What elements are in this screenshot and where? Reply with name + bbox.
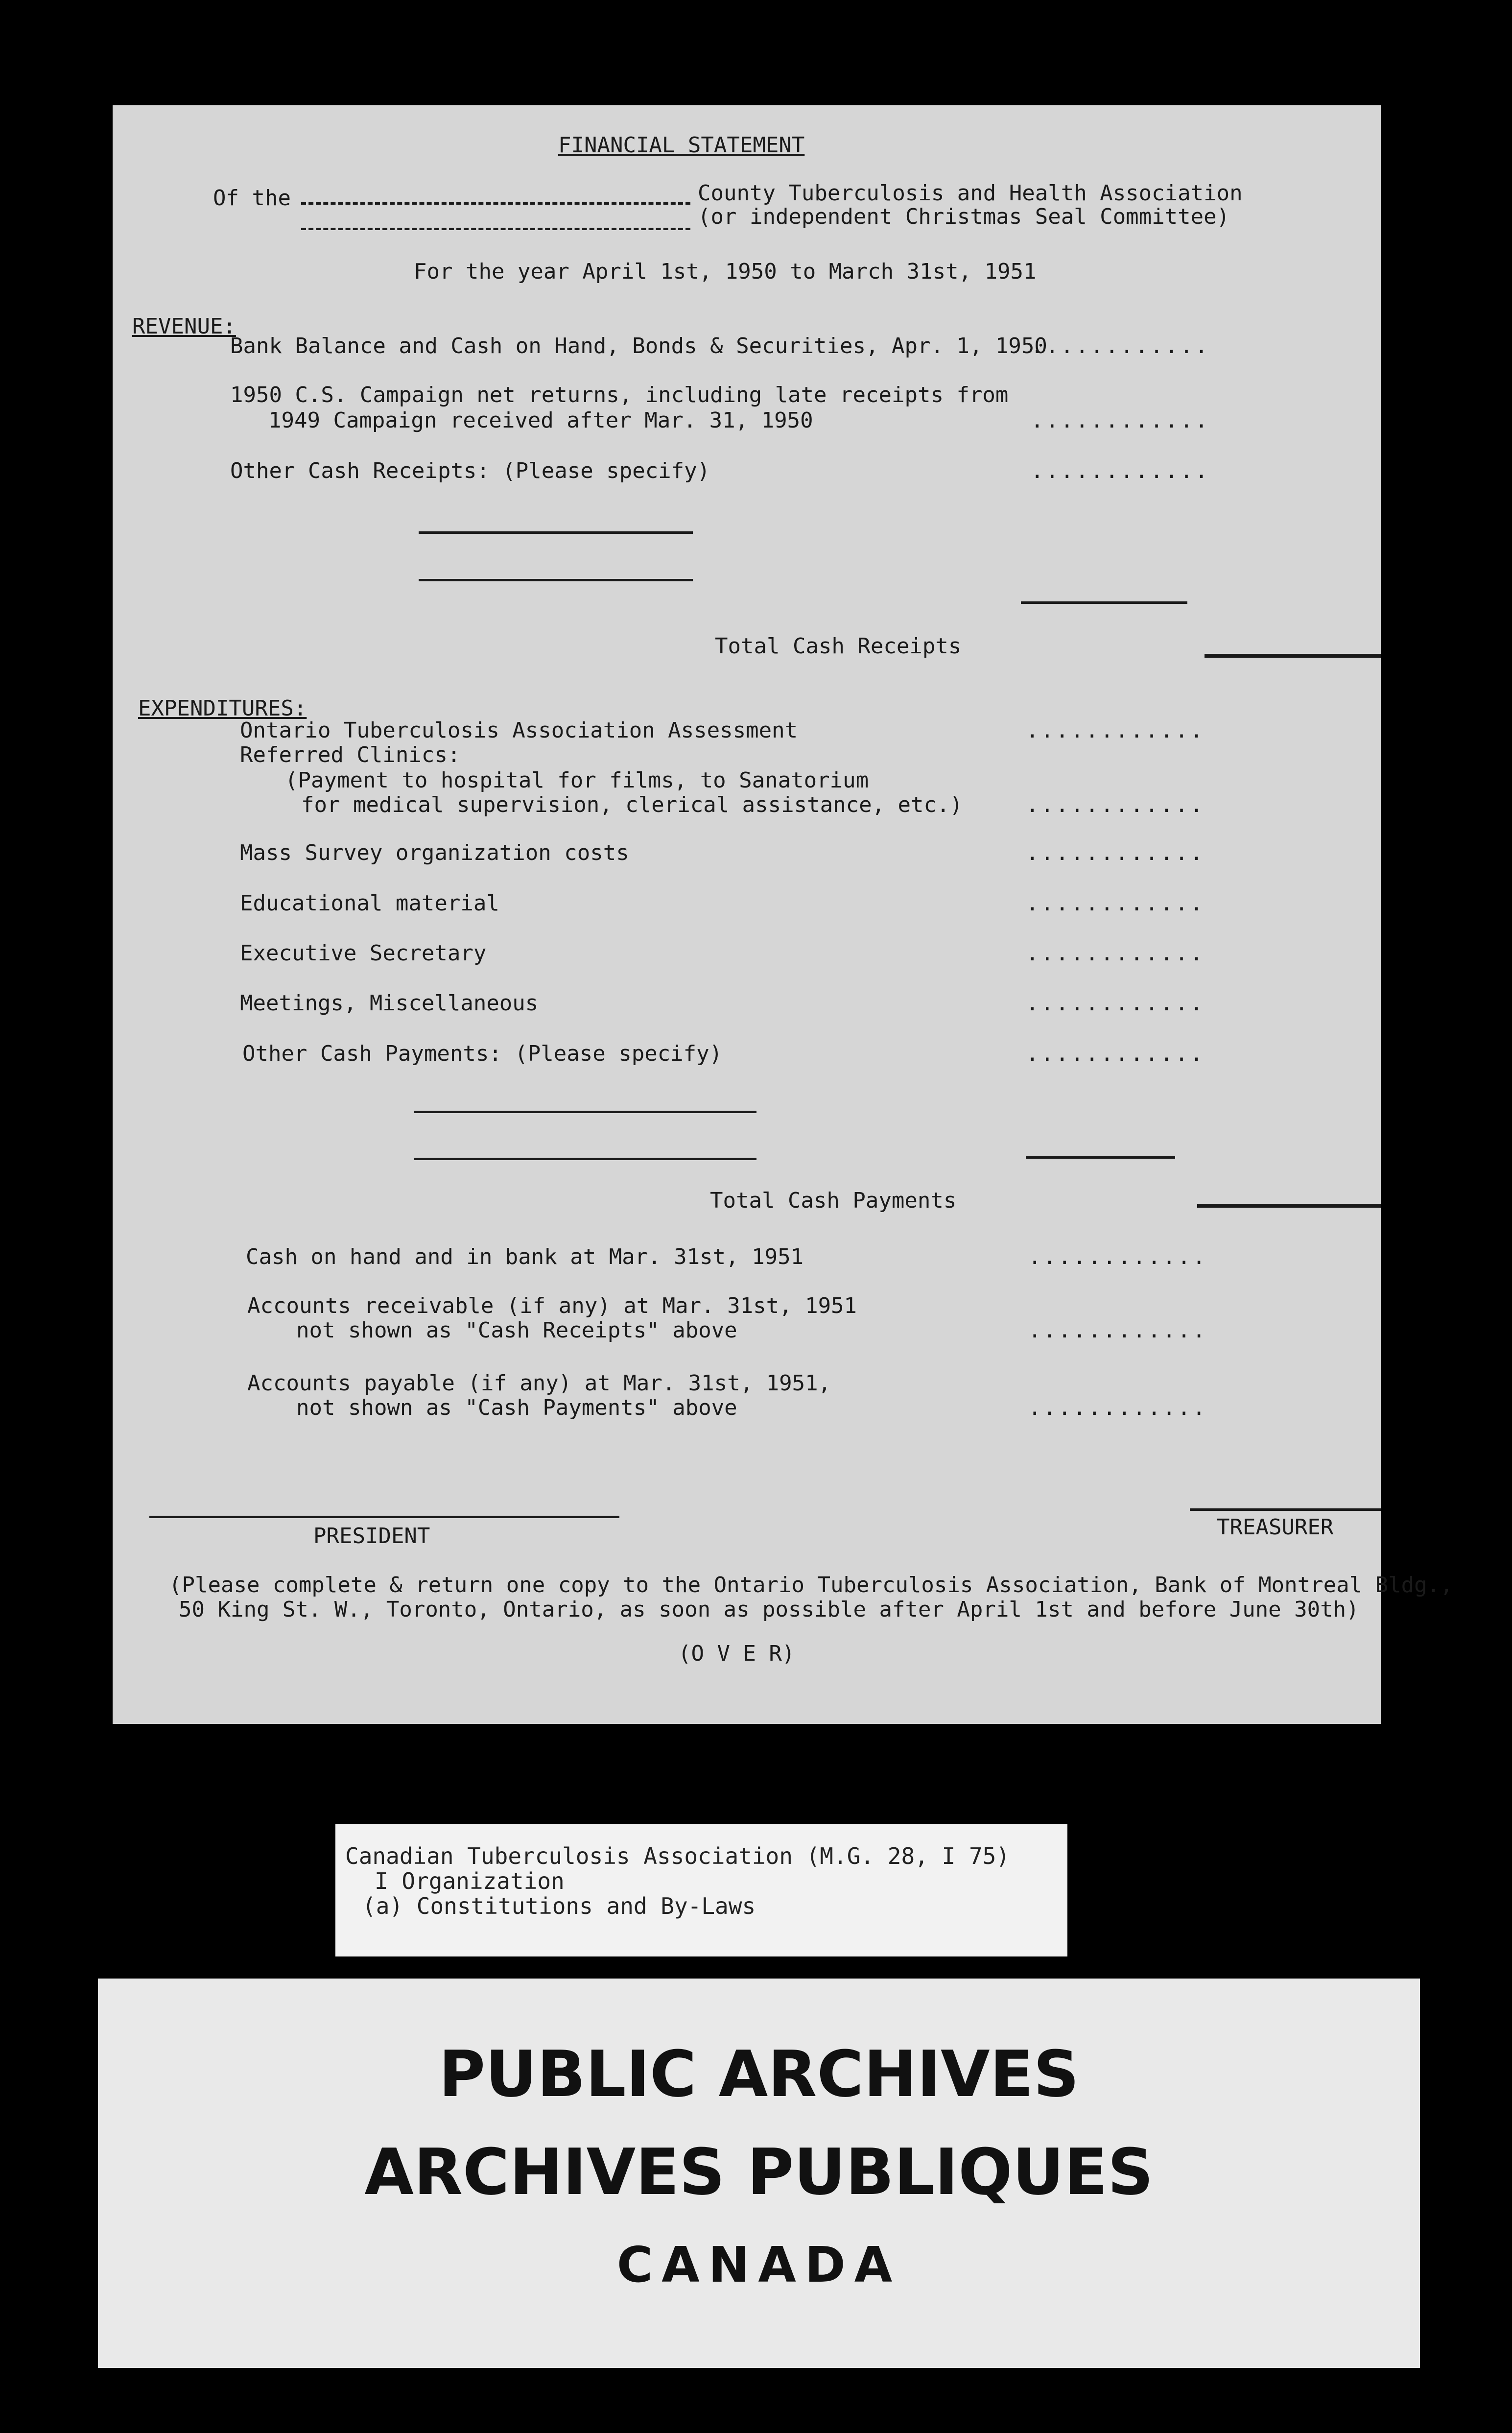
president-label: PRESIDENT (313, 1524, 430, 1549)
stamp-line-french: ARCHIVES PUBLIQUES (364, 2135, 1154, 2209)
association-alt-line: (or independent Christmas Seal Committee) (698, 204, 1230, 229)
footer-instructions-2: 50 King St. W., Toronto, Ontario, as soon as possible after April 1st and before June 30th) (179, 1597, 1359, 1622)
treasurer-signature-line (1190, 1508, 1381, 1511)
expenditures-heading: EXPENDITURES: (138, 696, 307, 721)
total-cash-payments-label: Total Cash Payments (710, 1188, 957, 1213)
specify-blank-3 (414, 1111, 756, 1113)
president-signature-line (149, 1516, 619, 1518)
archive-reference-label (335, 1824, 1067, 1956)
public-archives-stamp (98, 1979, 1420, 2368)
dot-leader: ............ (1026, 840, 1205, 865)
expense-ota-assessment: Ontario Tuberculosis Association Assessment (240, 718, 798, 743)
expense-meetings: Meetings, Miscellaneous (240, 991, 539, 1016)
expense-referred-clinics: Referred Clinics: (240, 742, 461, 767)
dot-leader: ............ (1031, 458, 1210, 483)
dot-leader: ............ (1031, 334, 1210, 358)
revenue-other-receipts: Other Cash Receipts: (Please specify) (230, 458, 710, 483)
revenue-heading: REVENUE: (132, 314, 236, 339)
dot-leader: ............ (1026, 891, 1205, 916)
association-line: County Tuberculosis and Health Association (698, 181, 1243, 206)
expense-mass-survey: Mass Survey organization costs (240, 840, 629, 865)
specify-blank-4 (414, 1158, 756, 1160)
accounts-receivable-line: Accounts receivable (if any) at Mar. 31st, 1951 (247, 1293, 857, 1318)
dot-leader: ............ (1026, 792, 1205, 817)
expense-educational: Educational material (240, 891, 499, 916)
form-title: FINANCIAL STATEMENT (558, 133, 805, 158)
treasurer-label: TREASURER (1217, 1515, 1334, 1540)
stamp-line-country: CANADA (616, 2236, 901, 2293)
over-marker: (O V E R) (678, 1641, 795, 1666)
expense-executive-secretary: Executive Secretary (240, 941, 487, 966)
total-receipts-line (1205, 654, 1381, 658)
revenue-bank-balance: Bank Balance and Cash on Hand, Bonds & Securities, Apr. 1, 1950 (230, 334, 1047, 358)
specify-blank-2 (419, 579, 693, 581)
revenue-campaign-returns-cont: 1949 Campaign received after Mar. 31, 1950 (268, 408, 813, 433)
specify-blank-1 (419, 531, 693, 534)
accounts-payable-line: Accounts payable (if any) at Mar. 31st, 1951, (247, 1371, 831, 1396)
revenue-subtotal-line (1021, 601, 1187, 604)
dot-leader: ............ (1028, 1318, 1207, 1343)
dot-leader: ............ (1028, 1395, 1207, 1420)
archive-fonds-line: Canadian Tuberculosis Association (M.G. 28, I 75) (345, 1843, 1010, 1869)
dot-leader: ............ (1026, 941, 1205, 966)
revenue-campaign-returns: 1950 C.S. Campaign net returns, including late receipts from (230, 382, 1009, 407)
archive-series-line: I Organization (375, 1868, 565, 1894)
cash-on-hand-line: Cash on hand and in bank at Mar. 31st, 1951 (246, 1244, 804, 1269)
association-name-blank (301, 202, 690, 205)
accounts-payable-note: not shown as "Cash Payments" above (296, 1395, 737, 1420)
archive-subseries-line: (a) Constitutions and By-Laws (362, 1893, 756, 1919)
dot-leader: ............ (1026, 991, 1205, 1016)
accounts-receivable-note: not shown as "Cash Receipts" above (296, 1318, 737, 1343)
stamp-line-english: PUBLIC ARCHIVES (438, 2037, 1080, 2111)
committee-name-blank (301, 228, 690, 230)
dot-leader: ............ (1028, 1244, 1207, 1269)
expense-referred-clinics-detail-cont: for medical supervision, clerical assistance, etc.) (301, 792, 963, 817)
expense-other-payments: Other Cash Payments: (Please specify) (242, 1041, 723, 1066)
expense-referred-clinics-detail: (Payment to hospital for films, to Sanatorium (285, 768, 869, 793)
total-cash-receipts-label: Total Cash Receipts (715, 634, 962, 659)
period-line: For the year April 1st, 1950 to March 31st, 1951 (414, 259, 1037, 284)
total-payments-line (1197, 1204, 1381, 1208)
of-the-label: Of the (213, 186, 291, 211)
dot-leader: ............ (1031, 408, 1210, 433)
dot-leader: ............ (1026, 718, 1205, 743)
dot-leader: ............ (1026, 1041, 1205, 1066)
expense-subtotal-line (1026, 1156, 1175, 1159)
footer-instructions-1: (Please complete & return one copy to the Ontario Tuberculosis Association, Bank of Montreal Bldg., (169, 1573, 1453, 1598)
financial-statement-page (113, 105, 1453, 1724)
